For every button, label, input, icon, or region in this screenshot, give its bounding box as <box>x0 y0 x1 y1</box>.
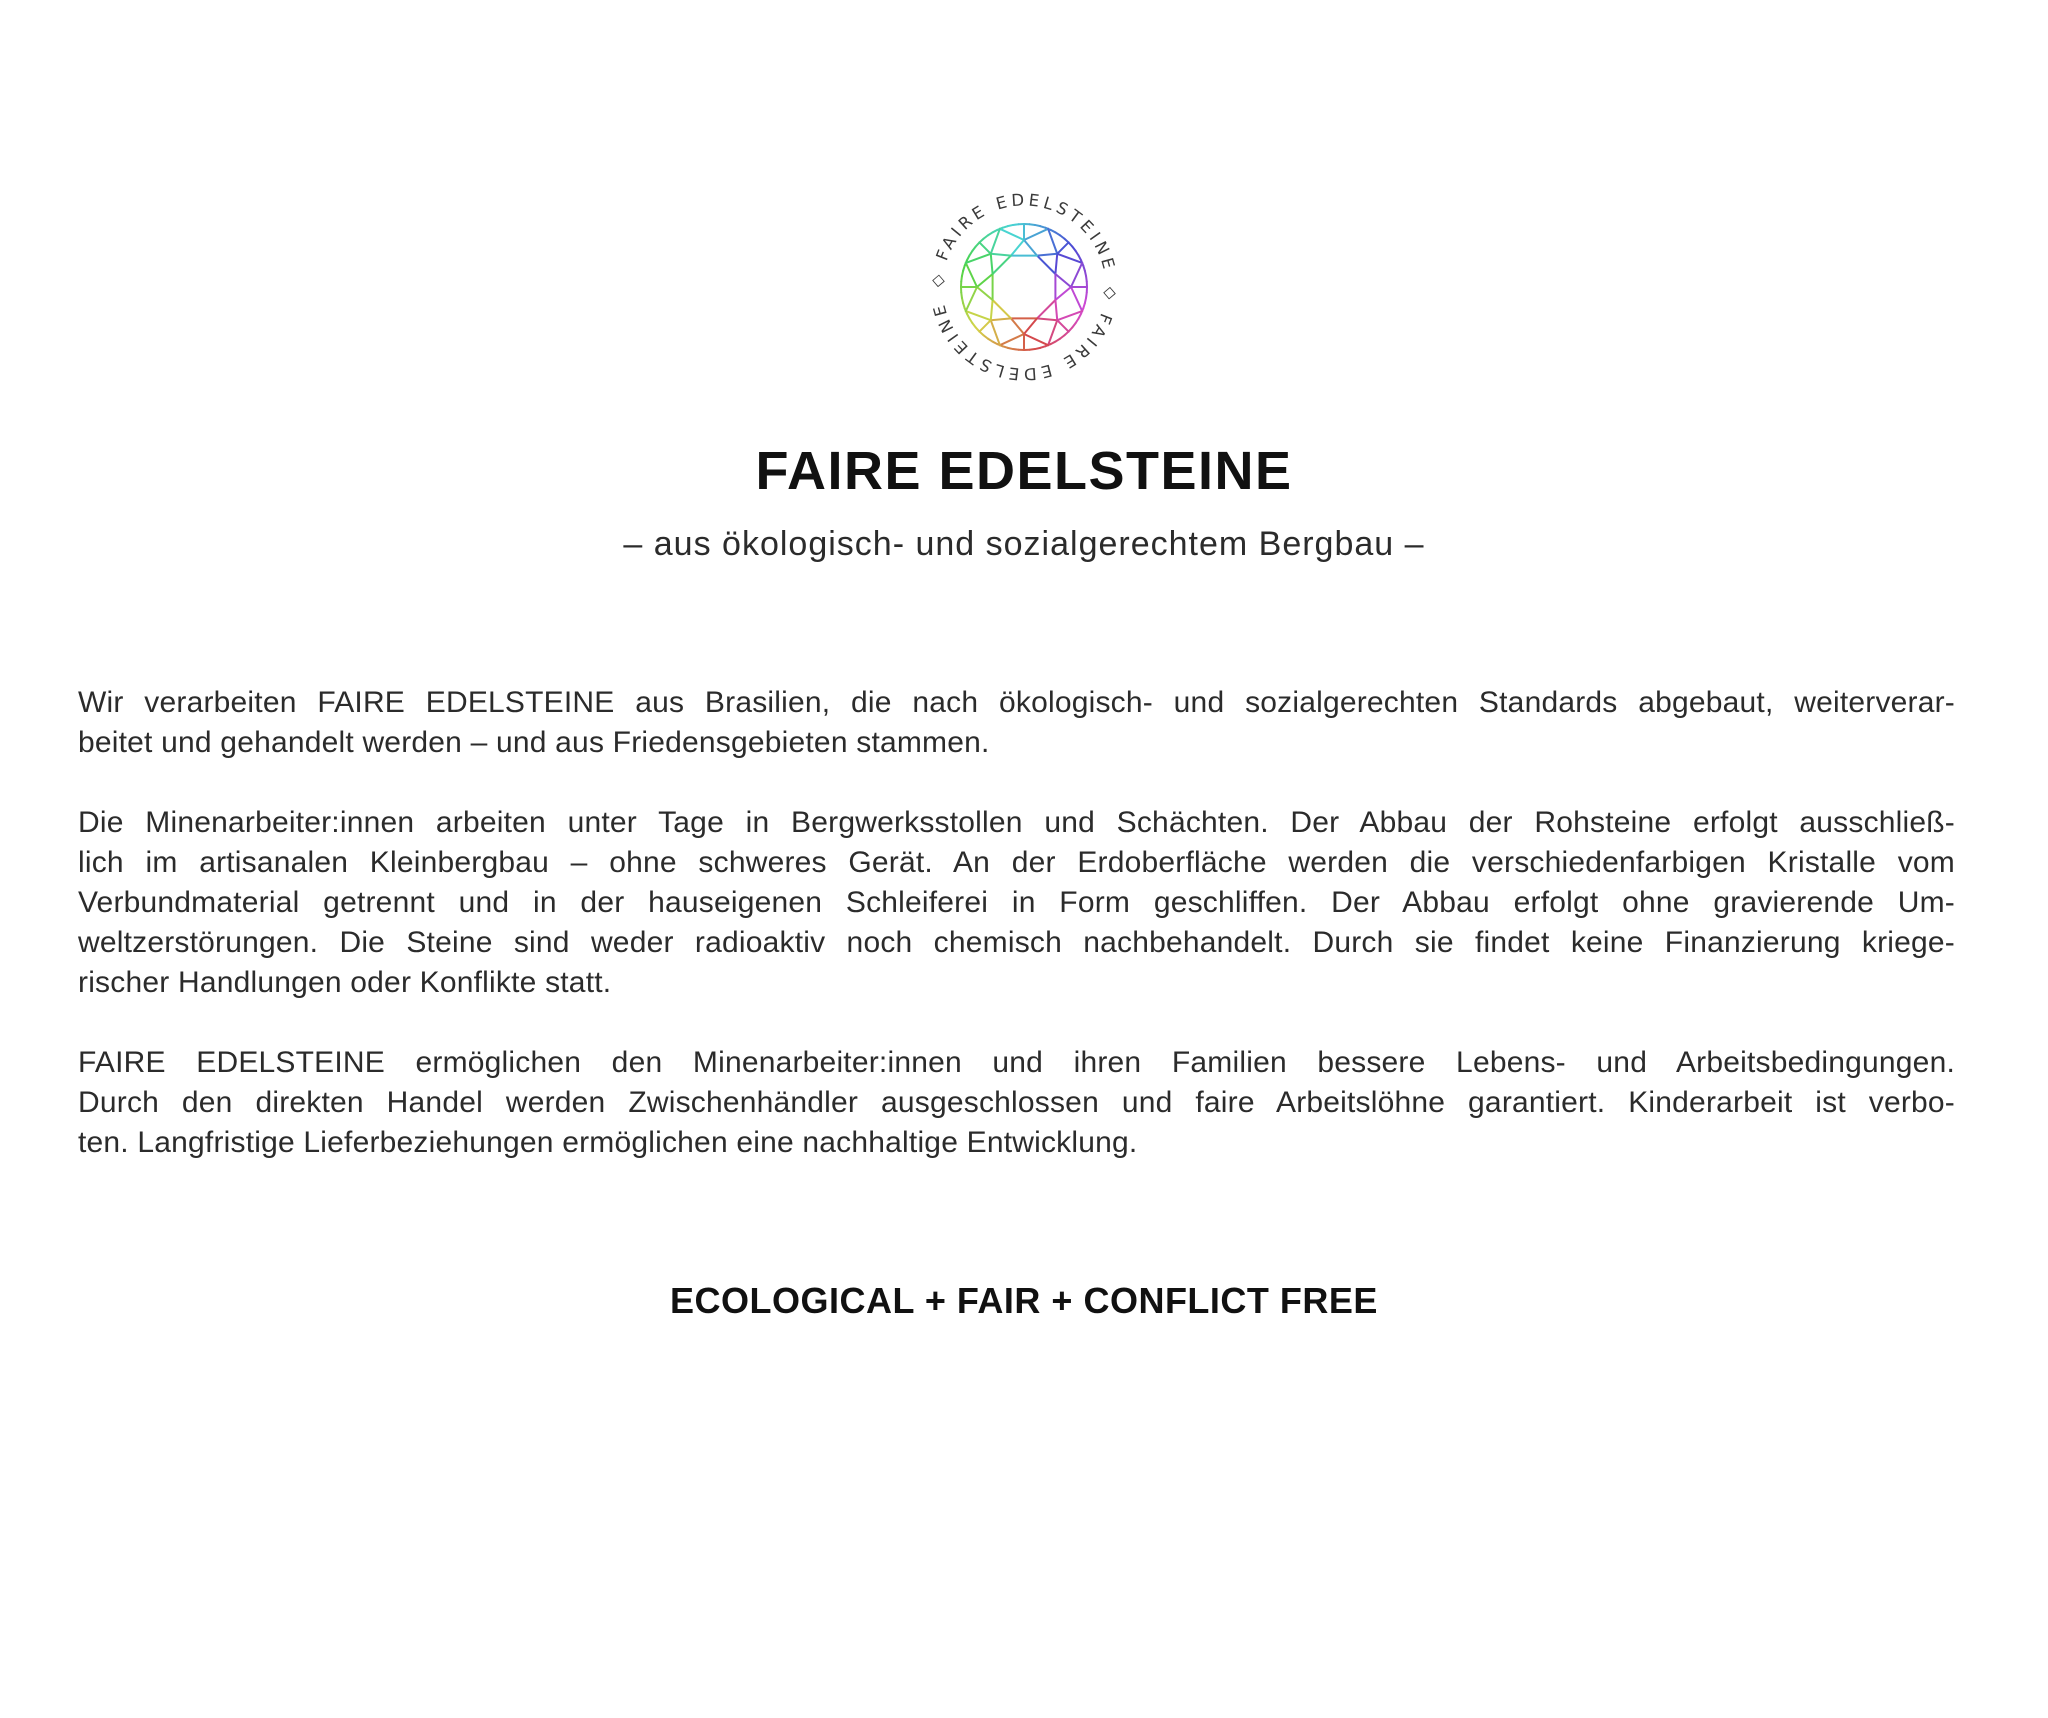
text-line: rischer Handlungen oder Konflikte statt. <box>78 963 1955 1003</box>
body-paragraph <box>78 1043 1955 1163</box>
flyer-page <box>0 182 2048 1718</box>
body-paragraph <box>78 803 1955 1003</box>
gem-logo-icon <box>919 182 1129 392</box>
text-line: Wir verarbeiten FAIRE EDELSTEINE aus Brasilien, die nach ökologisch- und sozialgerechten Standards abgebaut, weiterverar- <box>78 683 1955 723</box>
logo-ring-text-top: ◇ FAIRE EDELSTEINE <box>927 190 1118 288</box>
text-line: Die Minenarbeiter:innen arbeiten unter Tage in Bergwerksstollen und Schächten. Der Abbau der Rohsteine erfolgt ausschließ- <box>78 803 1955 843</box>
body-paragraph <box>78 683 1955 763</box>
page-subtitle: – aus ökologisch- und sozialgerechtem Bergbau – <box>0 524 2048 565</box>
body-copy <box>78 683 1955 1163</box>
gem-wireframe-icon <box>961 224 1087 350</box>
footer-tagline: ECOLOGICAL + FAIR + CONFLICT FREE <box>0 1281 2048 1321</box>
text-line: lich im artisanalen Kleinbergbau – ohne schweres Gerät. An der Erdoberfläche werden die verschiedenfarbigen Kristalle vom <box>78 843 1955 883</box>
text-line: FAIRE EDELSTEINE ermöglichen den Minenarbeiter:innen und ihren Familien bessere Lebens- und Arbeitsbedingungen. <box>78 1043 1955 1083</box>
brand-logo <box>919 182 1129 392</box>
text-line: beitet und gehandelt werden – und aus Friedensgebieten stammen. <box>78 723 1955 763</box>
text-line: ten. Langfristige Lieferbeziehungen ermöglichen eine nachhaltige Entwicklung. <box>78 1123 1955 1163</box>
text-line: Verbundmaterial getrennt und in der hauseigenen Schleiferei in Form geschliffen. Der Abbau erfolgt ohne gravierende Um- <box>78 883 1955 923</box>
logo-ring-text-bottom: ◇ FAIRE EDELSTEINE <box>930 286 1121 384</box>
text-line: weltzerstörungen. Die Steine sind weder radioaktiv noch chemisch nachbehandelt. Durch sie findet keine Finanzierung kriege- <box>78 923 1955 963</box>
text-line: Durch den direkten Handel werden Zwischenhändler ausgeschlossen und faire Arbeitslöhne garantiert. Kinderarbeit ist verbo- <box>78 1083 1955 1123</box>
page-title: FAIRE EDELSTEINE <box>0 444 2048 498</box>
